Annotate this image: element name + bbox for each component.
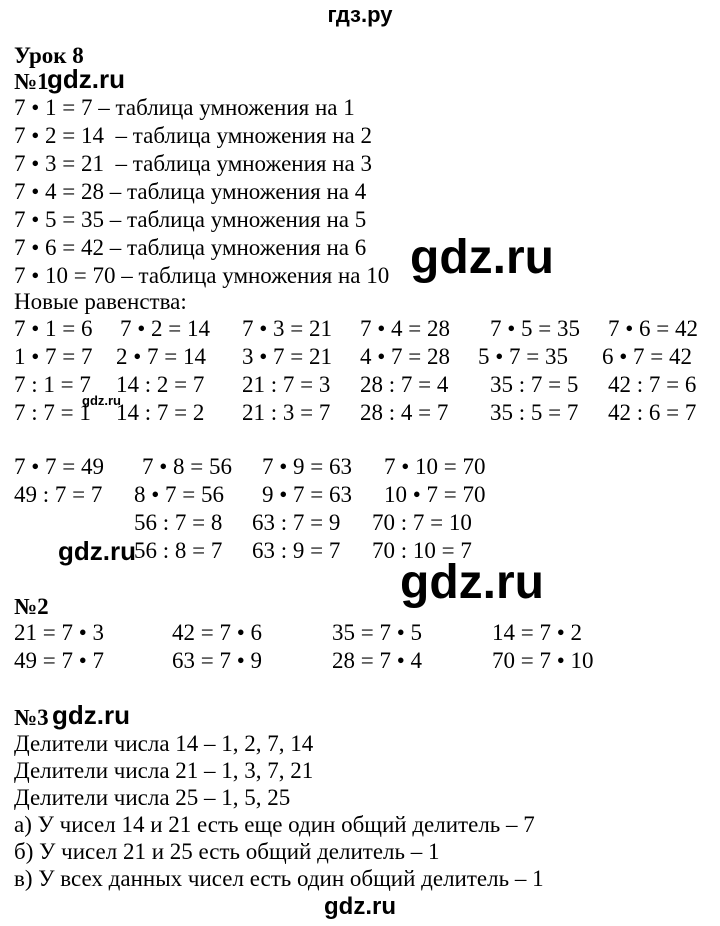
task1-label: №1: [14, 69, 49, 94]
watermark: gdz.ru: [410, 231, 554, 284]
task1-line: 7 • 2 = 14 – таблица умножения на 2: [14, 123, 372, 148]
equation: 35 = 7 • 5: [332, 620, 423, 645]
equation: 7 • 3 = 21: [242, 316, 333, 341]
task3-label: №3: [14, 705, 49, 730]
equation: 7 • 2 = 14: [120, 316, 211, 341]
equation: 70 : 7 = 10: [372, 510, 472, 535]
equation: 63 : 7 = 9: [252, 510, 341, 535]
equation: 8 • 7 = 56: [134, 482, 225, 507]
equation: 28 : 7 = 4: [360, 372, 449, 397]
watermark: gdz.ru: [52, 700, 130, 730]
task3-line: Делители числа 14 – 1, 2, 7, 14: [14, 731, 314, 756]
task1-line: 7 • 6 = 42 – таблица умножения на 6: [14, 235, 367, 260]
equation: 70 = 7 • 10: [492, 648, 594, 673]
task1-line: 7 • 4 = 28 – таблица умножения на 4: [14, 179, 367, 204]
task3-line: в) У всех данных чисел есть один общий делитель – 1: [14, 866, 544, 891]
task3-line: Делители числа 25 – 1, 5, 25: [14, 785, 291, 810]
equation: 42 : 6 = 7: [608, 400, 697, 425]
task3-line: Делители числа 21 – 1, 3, 7, 21: [14, 758, 314, 783]
equation: 35 : 7 = 5: [490, 372, 579, 397]
equation: 7 • 5 = 35: [490, 316, 581, 341]
equation: 7 : 7 = 1: [14, 400, 91, 425]
task1-subtitle: Новые равенства:: [14, 289, 187, 314]
equation: 7 • 6 = 42: [608, 316, 699, 341]
task3-line: а) У чисел 14 и 21 есть еще один общий делитель – 7: [14, 812, 535, 837]
equation: 14 = 7 • 2: [492, 620, 583, 645]
equation: 56 : 7 = 8: [134, 510, 223, 535]
task1-line: 7 • 3 = 21 – таблица умножения на 3: [14, 151, 372, 176]
equation: 7 • 7 = 49: [14, 454, 105, 479]
equation: 9 • 7 = 63: [262, 482, 353, 507]
task1-line: 7 • 10 = 70 – таблица умножения на 10: [14, 263, 390, 288]
equation: 14 : 2 = 7: [116, 372, 205, 397]
equation: 7 • 8 = 56: [142, 454, 233, 479]
equation: 5 • 7 = 35: [478, 344, 569, 369]
equation: 7 • 1 = 6: [14, 316, 93, 341]
lesson-title: Урок 8: [14, 43, 84, 68]
equation: 21 : 7 = 3: [242, 372, 331, 397]
watermark: gdz.ru: [47, 64, 125, 94]
equation: 70 : 10 = 7: [372, 538, 472, 563]
equation: 63 = 7 • 9: [172, 648, 263, 673]
equation: 28 : 4 = 7: [360, 400, 449, 425]
task2-label: №2: [14, 594, 49, 619]
equation: 49 = 7 • 7: [14, 648, 105, 673]
equation: 7 : 1 = 7: [14, 372, 91, 397]
task1-line: 7 • 1 = 7 – таблица умножения на 1: [14, 95, 355, 120]
equation: 28 = 7 • 4: [332, 648, 423, 673]
equation: 49 : 7 = 7: [14, 482, 103, 507]
equation: 21 = 7 • 3: [14, 620, 105, 645]
equation: 7 • 4 = 28: [360, 316, 451, 341]
equation: 56 : 8 = 7: [134, 538, 223, 563]
equation: 10 • 7 = 70: [384, 482, 486, 507]
watermark: gdz.ru: [82, 393, 121, 408]
site-header: гдз.ру: [327, 2, 393, 27]
equation: 63 : 9 = 7: [252, 538, 341, 563]
equation: 3 • 7 = 21: [242, 344, 333, 369]
equation: 14 : 7 = 2: [116, 400, 205, 425]
equation: 1 • 7 = 7: [14, 344, 93, 369]
equation: 42 = 7 • 6: [172, 620, 263, 645]
equation: 2 • 7 = 14: [116, 344, 207, 369]
equation: 21 : 3 = 7: [242, 400, 331, 425]
watermark: gdz.ru: [400, 556, 544, 609]
equation: 7 • 10 = 70: [384, 454, 486, 479]
equation: 4 • 7 = 28: [360, 344, 451, 369]
task3-line: б) У чисел 21 и 25 есть общий делитель – 1: [14, 839, 440, 864]
equation: 35 : 5 = 7: [490, 400, 579, 425]
watermark: gdz.ru: [324, 893, 396, 920]
equation: 7 • 9 = 63: [262, 454, 353, 479]
equation: 42 : 7 = 6: [608, 372, 697, 397]
task1-line: 7 • 5 = 35 – таблица умножения на 5: [14, 207, 367, 232]
watermark: gdz.ru: [58, 536, 136, 566]
equation: 6 • 7 = 42: [602, 344, 693, 369]
